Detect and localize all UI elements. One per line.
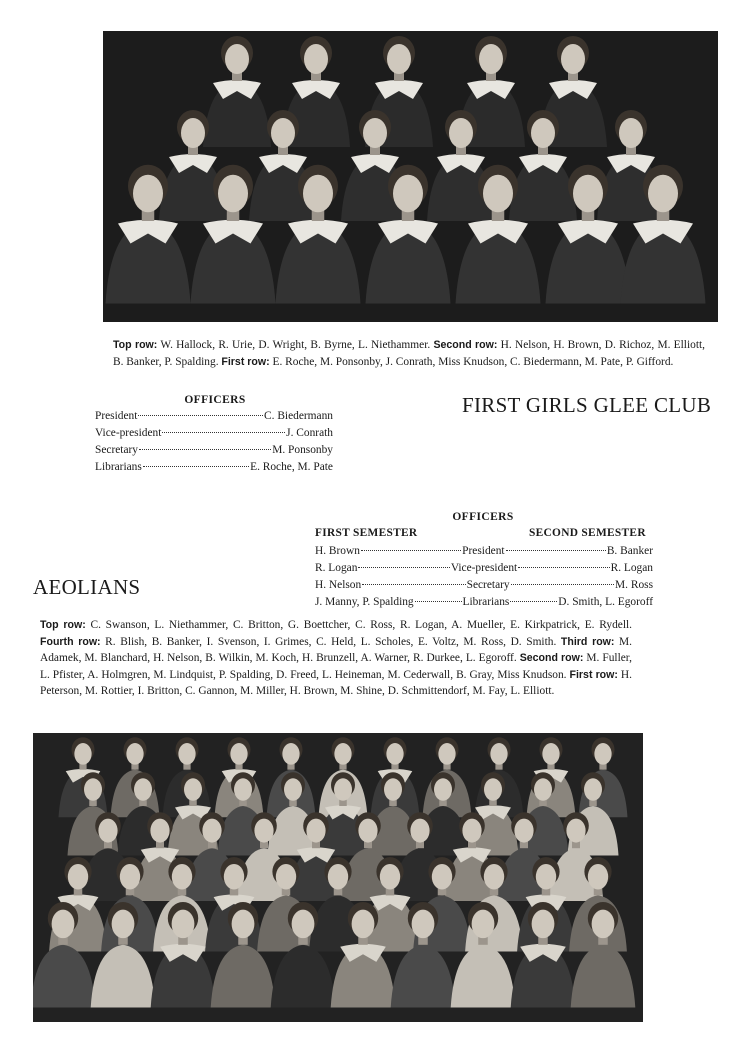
first-semester-officer: R. Logan	[315, 562, 358, 574]
second-semester-heading: SECOND SEMESTER	[529, 527, 646, 539]
officer-role: Vice-president	[95, 427, 162, 439]
aeolians-officer-row	[315, 543, 653, 560]
glee-officer-row	[95, 408, 333, 425]
caption-text: M. Fuller, L. Pfister, A. Holmgren, M. Lindquist, P. Spalding, D. Freed, L. Heineman, M. Cederwall, B. Gray, Miss Knudson.	[40, 652, 632, 681]
glee-club-photo-figures	[103, 31, 718, 322]
caption-label: Second row:	[519, 652, 584, 665]
officer-name: C. Biedermann	[264, 410, 333, 422]
second-semester-officer: B. Banker	[606, 545, 653, 557]
officer-name: M. Ponsonby	[272, 444, 333, 456]
glee-club-photo	[103, 31, 718, 322]
glee-officer-row	[95, 459, 333, 476]
glee-club-heading: FIRST GIRLS GLEE CLUB	[462, 393, 712, 417]
caption-label: Top row:	[113, 339, 158, 351]
caption-label: Second row:	[433, 339, 498, 351]
first-semester-officer: H. Nelson	[315, 579, 362, 591]
officer-role: Librarians	[462, 596, 510, 608]
caption-label: Third row:	[560, 635, 615, 648]
officer-role: Vice-president	[450, 562, 518, 574]
aeolians-officer-row	[315, 594, 653, 611]
second-semester-officer: R. Logan	[610, 562, 653, 574]
caption-text: E. Roche, M. Ponsonby, J. Conrath, Miss Knudson, C. Biedermann, M. Pate, P. Gifford.	[269, 355, 674, 368]
aeolians-heading: AEOLIANS	[33, 575, 141, 599]
caption-text: W. Hallock, R. Urie, D. Wright, B. Byrne, L. Niethammer.	[157, 339, 434, 351]
caption-label: Top row:	[40, 619, 86, 631]
caption-label: Fourth row:	[40, 635, 101, 648]
officer-name: E. Roche, M. Pate	[250, 461, 333, 473]
aeolians-caption	[40, 617, 632, 700]
aeolians-photo-figures	[33, 733, 643, 1022]
glee-officers-title: OFFICERS	[184, 394, 246, 406]
officer-role: Secretary	[95, 444, 139, 456]
officer-role: President	[462, 545, 505, 557]
officer-role: Secretary	[466, 579, 510, 591]
caption-text: C. Swanson, L. Niethammer, C. Britton, G. Boettcher, C. Ross, R. Logan, A. Mueller, E. Kirkpatrick, E. Rydell.	[85, 619, 633, 631]
first-semester-officer: H. Brown	[315, 545, 360, 557]
glee-club-caption	[113, 337, 705, 370]
caption-text: M. Adamek, M. Blanchard, H. Nelson, B. Wilkin, M. Koch, H. Brunzell, A. Warner, R. Durkee, L. Egoroff.	[40, 635, 633, 665]
caption-label: First row:	[569, 668, 618, 681]
caption-text: R. Blish, B. Banker, I. Svenson, I. Grimes, C. Held, L. Scholes, E. Voltz, M. Ross, D. Smith.	[100, 635, 561, 648]
second-semester-officer: D. Smith, L. Egoroff	[558, 596, 653, 608]
second-semester-officer: M. Ross	[615, 579, 654, 591]
caption-label: First row:	[221, 355, 270, 368]
first-semester-officer: J. Manny, P. Spalding	[315, 596, 414, 608]
officer-role: President	[95, 410, 138, 422]
caption-text: H. Nelson, H. Brown, D. Richoz, M. Elliott, B. Banker, P. Spalding.	[113, 339, 705, 368]
aeolians-officers-title: OFFICERS	[452, 511, 514, 523]
glee-officer-row	[95, 442, 333, 459]
glee-officer-row	[95, 425, 333, 442]
officer-name: J. Conrath	[286, 427, 333, 439]
aeolians-officer-row	[315, 577, 653, 594]
aeolians-officer-row	[315, 560, 653, 577]
officer-role: Librarians	[95, 461, 142, 473]
caption-text: H. Peterson, M. Rottier, I. Britton, C. Gannon, M. Miller, H. Brown, M. Shine, D. Schmittendorf, M. Fay, L. Elliott.	[40, 668, 633, 698]
aeolians-photo	[33, 733, 643, 1022]
first-semester-heading: FIRST SEMESTER	[315, 527, 418, 539]
